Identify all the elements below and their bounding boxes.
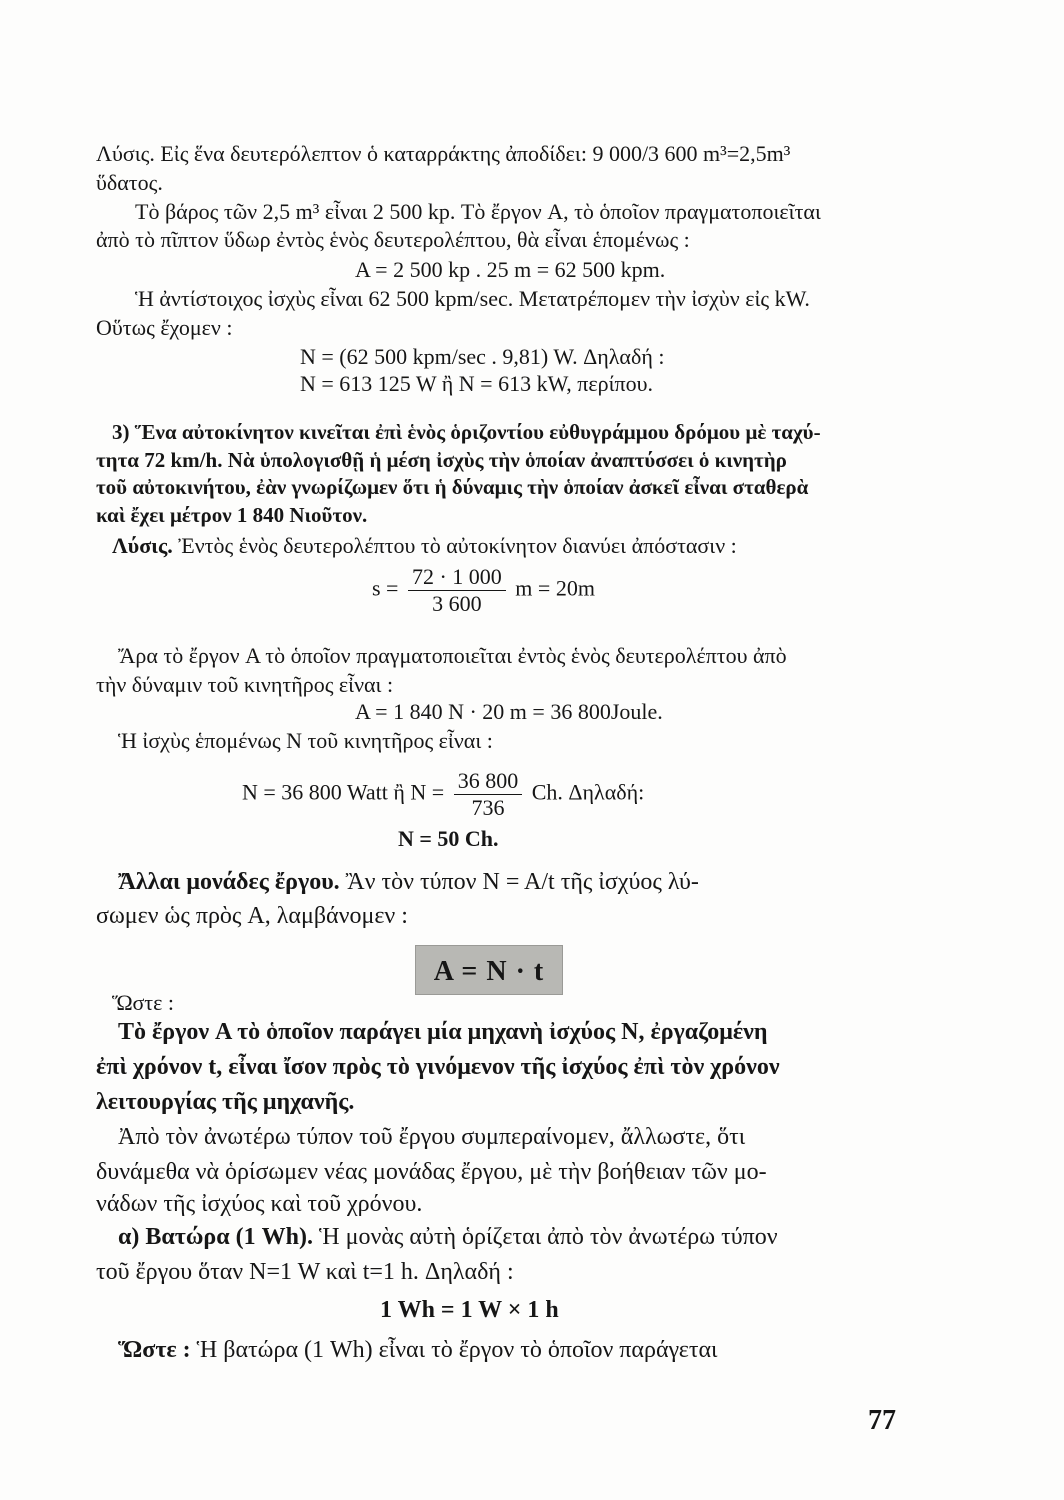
solution-1-line-6: Ἡ ἀντίστοιχος ἰσχὺς εἶναι 62 500 kpm/sec. Μετατρέπομεν τὴν ἰσχὺν εἰς kW. <box>135 286 810 311</box>
fraction-power <box>454 770 523 819</box>
solution-1-line-4: ἀπὸ τὸ πῖπτον ὕδωρ ἐντὸς ἑνὸς δευτερολέπτου, θὰ εἶναι ἑπομένως : <box>96 227 690 252</box>
solution-2-line-5: Ἡ ἰσχὺς ἑπομένως N τοῦ κινητῆρος εἶναι : <box>118 728 493 753</box>
problem-3-line-1: 3) Ἕνα αὐτοκίνητον κινεῖται ἐπὶ ἑνὸς ὁριζοντίου εὐθυγράμμου δρόμου μὲ ταχύ- <box>112 420 821 444</box>
solution-2-line-2: Ἄρα τὸ ἔργον A τὸ ὁποῖον πραγματοποιεῖται ἐντὸς ἑνὸς δευτερολέπτου ἀπὸ <box>118 643 787 668</box>
final-line <box>118 1338 718 1362</box>
equation-power-car-lhs: N = 36 800 Watt ἢ N = <box>242 779 445 805</box>
boxed-formula <box>415 945 563 995</box>
solution-2-line-1 <box>112 535 737 557</box>
watt-hour-line-2: τοῦ ἔργου ὅταν N=1 W καὶ t=1 h. Δηλαδή : <box>96 1259 514 1285</box>
rule-line-3: λειτουργίας τῆς μηχανῆς. <box>96 1089 355 1115</box>
paragraph-line-3: νάδων τῆς ἰσχύος καὶ τοῦ χρόνου. <box>96 1191 423 1217</box>
paragraph-line-1: Ἀπὸ τὸν ἀνωτέρω τύπον τοῦ ἔργου συμπεραίνομεν, ἄλλωστε, ὅτι <box>118 1124 746 1150</box>
problem-3-line-4: καὶ ἔχει μέτρον 1 840 Νιοῦτον. <box>96 503 368 527</box>
fraction-distance-denominator: 3 600 <box>432 591 482 616</box>
boxed-formula-text: A = N · t <box>433 956 545 987</box>
fraction-power-denominator: 736 <box>471 795 505 820</box>
equation-work-a: A = 2 500 kp . 25 m = 62 500 kpm. <box>355 257 666 282</box>
equation-power-car <box>242 770 644 819</box>
paragraph-line-2: δυνάμεθα νὰ ὁρίσωμεν νέας μονάδας ἔργου, μὲ τὴν βοήθειαν τῶν μο- <box>96 1159 767 1185</box>
rule-line-2: ἐπὶ χρόνον t, εἶναι ἴσον πρὸς τὸ γινόμενον τῆς ἰσχύος ἐπὶ τὸν χρόνον <box>96 1054 780 1080</box>
final-line-label: Ὥστε : <box>118 1337 191 1363</box>
rule-line-1: Τὸ ἔργον A τὸ ὁποῖον παράγει μία μηχανὴ ἰσχύος N, ἐργαζομένη <box>118 1019 768 1045</box>
watt-hour-line-1 <box>118 1225 778 1249</box>
problem-3-line-3: τοῦ αὐτοκινήτου, ἐὰν γνωρίζωμεν ὅτι ἡ δύναμις τὴν ὁποίαν ἀσκεῖ εἶναι σταθερὰ <box>96 475 809 499</box>
solution-2-line-3: τὴν δύναμιν τοῦ κινητῆρος εἶναι : <box>96 672 394 697</box>
fraction-distance <box>408 566 506 615</box>
problem-3-line-2: τητα 72 km/h. Νὰ ὑπολογισθῇ ἡ μέση ἰσχὺς τὴν ὁποίαν ἀναπτύσσει ὁ κινητὴρ <box>96 448 787 472</box>
solution-label: Λύσις. <box>112 533 173 558</box>
therefore-label: Ὥστε : <box>112 990 174 1015</box>
result-power: N = 50 Ch. <box>398 826 499 851</box>
other-units-text: Ἂν τὸν τύπον N = A/t τῆς ἰσχύος λύ- <box>345 869 699 895</box>
equation-power-n-1: N = (62 500 kpm/sec . 9,81) W. Δηλαδή : <box>300 344 665 369</box>
equation-distance-lhs: s = <box>372 575 399 601</box>
solution-1-line-7: Οὕτως ἔχομεν : <box>96 315 233 340</box>
equation-distance-rhs: m = 20m <box>515 575 595 601</box>
solution-1-line-2: ὕδατος. <box>96 170 163 195</box>
watt-hour-formula: 1 Wh = 1 W × 1 h <box>380 1297 559 1323</box>
solution-2-text: Ἐντὸς ἑνὸς δευτερολέπτου τὸ αὐτοκίνητον διανύει ἀπόστασιν : <box>178 533 737 558</box>
other-units-heading: Ἄλλαι μονάδες ἔργου. <box>118 869 340 895</box>
other-units-line-2: σωμεν ὡς πρὸς A, λαμβάνομεν : <box>96 903 408 929</box>
watt-hour-heading: α) Βατώρα (1 Wh). <box>118 1224 313 1250</box>
solution-1-line-1: Λύσις. Εἰς ἕνα δευτερόλεπτον ὁ καταρράκτης ἀποδίδει: 9 000/3 600 m³=2,5m³ <box>96 141 791 166</box>
equation-work-car: A = 1 840 N · 20 m = 36 800Joule. <box>355 699 663 724</box>
final-line-text: Ἡ βατώρα (1 Wh) εἶναι τὸ ἔργον τὸ ὁποῖον παράγεται <box>196 1337 718 1363</box>
fraction-distance-numerator: 72 · 1 000 <box>408 566 506 591</box>
other-units-line-1 <box>118 870 699 894</box>
fraction-power-numerator: 36 800 <box>454 770 523 795</box>
equation-power-car-rhs: Ch. Δηλαδή: <box>531 779 645 805</box>
page-number: 77 <box>868 1405 896 1436</box>
equation-power-n-2: N = 613 125 W ἢ N = 613 kW, περίπου. <box>300 371 654 396</box>
watt-hour-text: Ἡ μονὰς αὐτὴ ὁρίζεται ἀπὸ τὸν ἀνωτέρω τύπον <box>318 1224 778 1250</box>
solution-1-line-3: Τὸ βάρος τῶν 2,5 m³ εἶναι 2 500 kp. Τὸ ἔργον A, τὸ ὁποῖον πραγματοποιεῖται <box>135 199 821 224</box>
equation-distance <box>372 566 595 615</box>
